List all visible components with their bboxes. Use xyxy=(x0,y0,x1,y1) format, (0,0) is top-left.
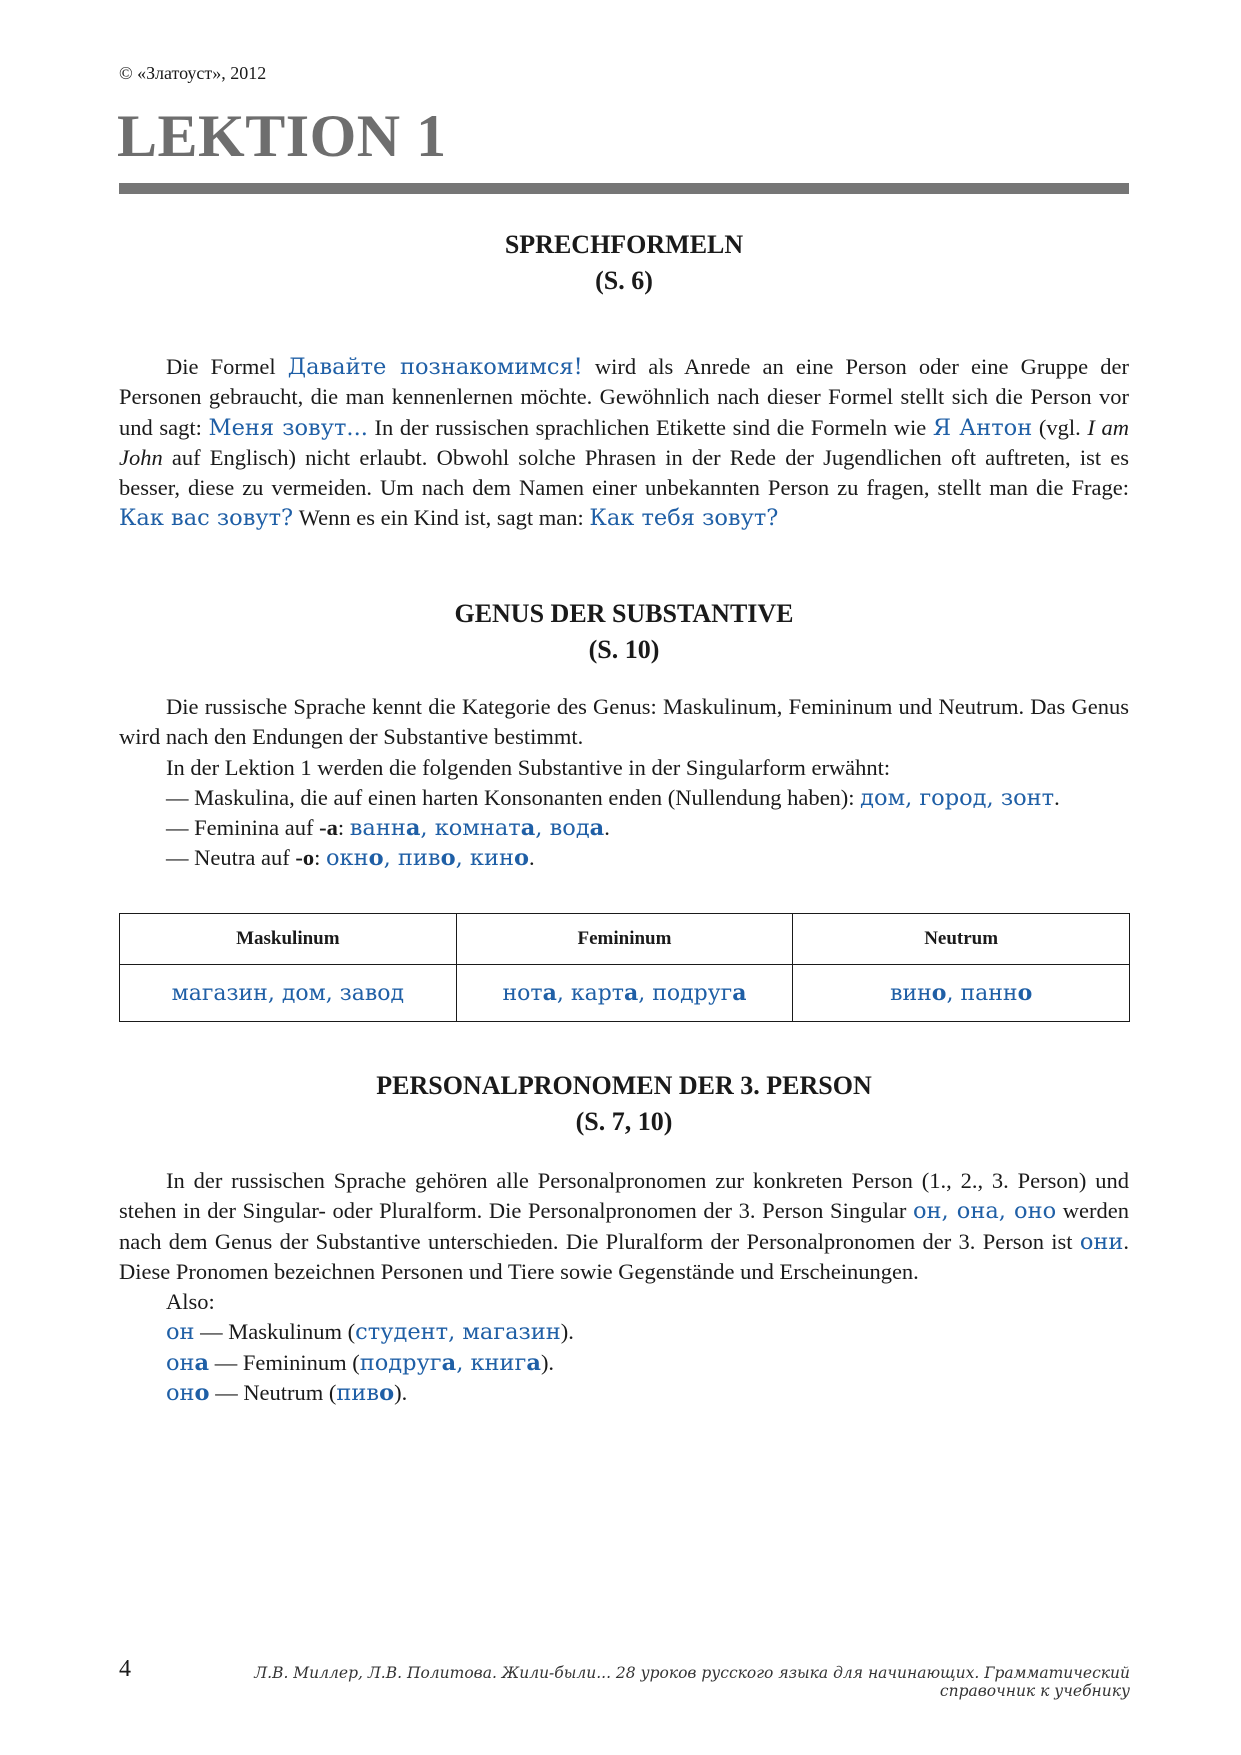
genus-intro: Die russische Sprache kennt die Kategorie des Genus: Maskulinum, Femininum und Neutrum. Das Genus wird nach den Endungen der Substantive bestimmt. xyxy=(119,694,1129,750)
page-number: 4 xyxy=(119,1656,131,1682)
section-heading-sprechformeln xyxy=(119,227,1129,299)
pronoun-neuter-line: оно — Neutrum (пиво). xyxy=(166,1380,408,1407)
lesson-title: LEKTION 1 xyxy=(117,103,447,169)
section-pages: (S. 7, 10) xyxy=(575,1107,673,1136)
title-underline-bar xyxy=(119,183,1129,194)
table-header-masculine: Maskulinum xyxy=(120,914,457,965)
table-header-neuter: Neutrum xyxy=(793,914,1130,965)
also-label: Also: xyxy=(166,1289,215,1315)
table-row xyxy=(120,965,1130,1022)
section-title: GENUS DER SUBSTANTIVE xyxy=(454,599,794,628)
personalpronomen-paragraph: In der russischen Sprache gehören alle Personalpronomen zur konkreten Person (1., 2., 3. Person) und stehen in der Singular- oder Pluralform. Die Personalpronomen der 3. Person Singular он, она, оно werden nach dem Genus der Substantive unterschieden. Die Pluralform der Personalpronomen der 3. Person ist они. Diese Pronomen bezeichnen Personen und Tiere sowie Gegenstände und Erscheinungen. Also: он — Maskulinum (студент, магазин). она — Femininum (подруга, книга). оно — Neutrum (пиво). xyxy=(119,1166,1129,1408)
pronoun-masculine-line: он — Maskulinum (студент, магазин). xyxy=(166,1319,574,1346)
genus-table xyxy=(119,913,1130,1022)
section-title: SPRECHFORMELN xyxy=(504,230,744,259)
sprechformeln-paragraph: Die Formel Давайте познакомимся! wird als Anrede an eine Person oder eine Gruppe der Personen gebraucht, die man kennenlernen möchte. Gewöhnlich nach dieser Formel stellt sich die Person vor und sagt: Меня зовут... In der russischen sprachlichen Etikette sind die Formeln wie Я Антон (vgl. I am John auf Englisch) nicht erlaubt. Obwohl solche Phrasen in der Rede der Jugendlichen oft auftreten, ist es besser, diese zu vermeiden. Um nach dem Namen einer unbekannten Person zu fragen, stellt man die Frage: Как вас зовут? Wenn es ein Kind ist, sagt man: Как тебя зовут? xyxy=(119,354,1130,532)
section-title: PERSONALPRONOMEN DER 3. PERSON xyxy=(376,1071,872,1100)
table-header-row xyxy=(120,914,1130,965)
table-cell-feminine: нота, карта, подруга xyxy=(456,965,793,1022)
genus-neuter-line: — Neutra auf -о: окно, пиво, кино. xyxy=(166,845,535,872)
section-pages: (S. 10) xyxy=(588,635,660,664)
pronoun-feminine-line: она — Femininum (подруга, книга). xyxy=(166,1349,555,1376)
table-cell-neuter: вино, панно xyxy=(793,965,1130,1022)
genus-lesson-note: In der Lektion 1 werden die folgenden Substantive in der Singularform erwähnt: xyxy=(166,754,891,780)
genus-feminine-line: — Feminina auf -а: ванна, комната, вода. xyxy=(166,815,610,842)
section-heading-genus xyxy=(119,596,1129,668)
section-heading-personalpronomen xyxy=(119,1068,1129,1140)
book-citation: Л.В. Миллер, Л.В. Политова. Жили-были... 28 уроков русского языка для начинающих. Грамматический справочник к учебнику xyxy=(254,1664,1130,1700)
genus-paragraph xyxy=(119,692,1129,874)
table-cell-masculine: магазин, дом, завод xyxy=(120,965,457,1022)
table-header-feminine: Femininum xyxy=(456,914,793,965)
copyright-notice: © «Златоуст», 2012 xyxy=(119,63,267,83)
section-pages: (S. 6) xyxy=(595,266,653,295)
genus-masculine-line: — Maskulina, die auf einen harten Konsonanten enden (Nullendung haben): дом, город, зонт. xyxy=(166,784,1060,811)
